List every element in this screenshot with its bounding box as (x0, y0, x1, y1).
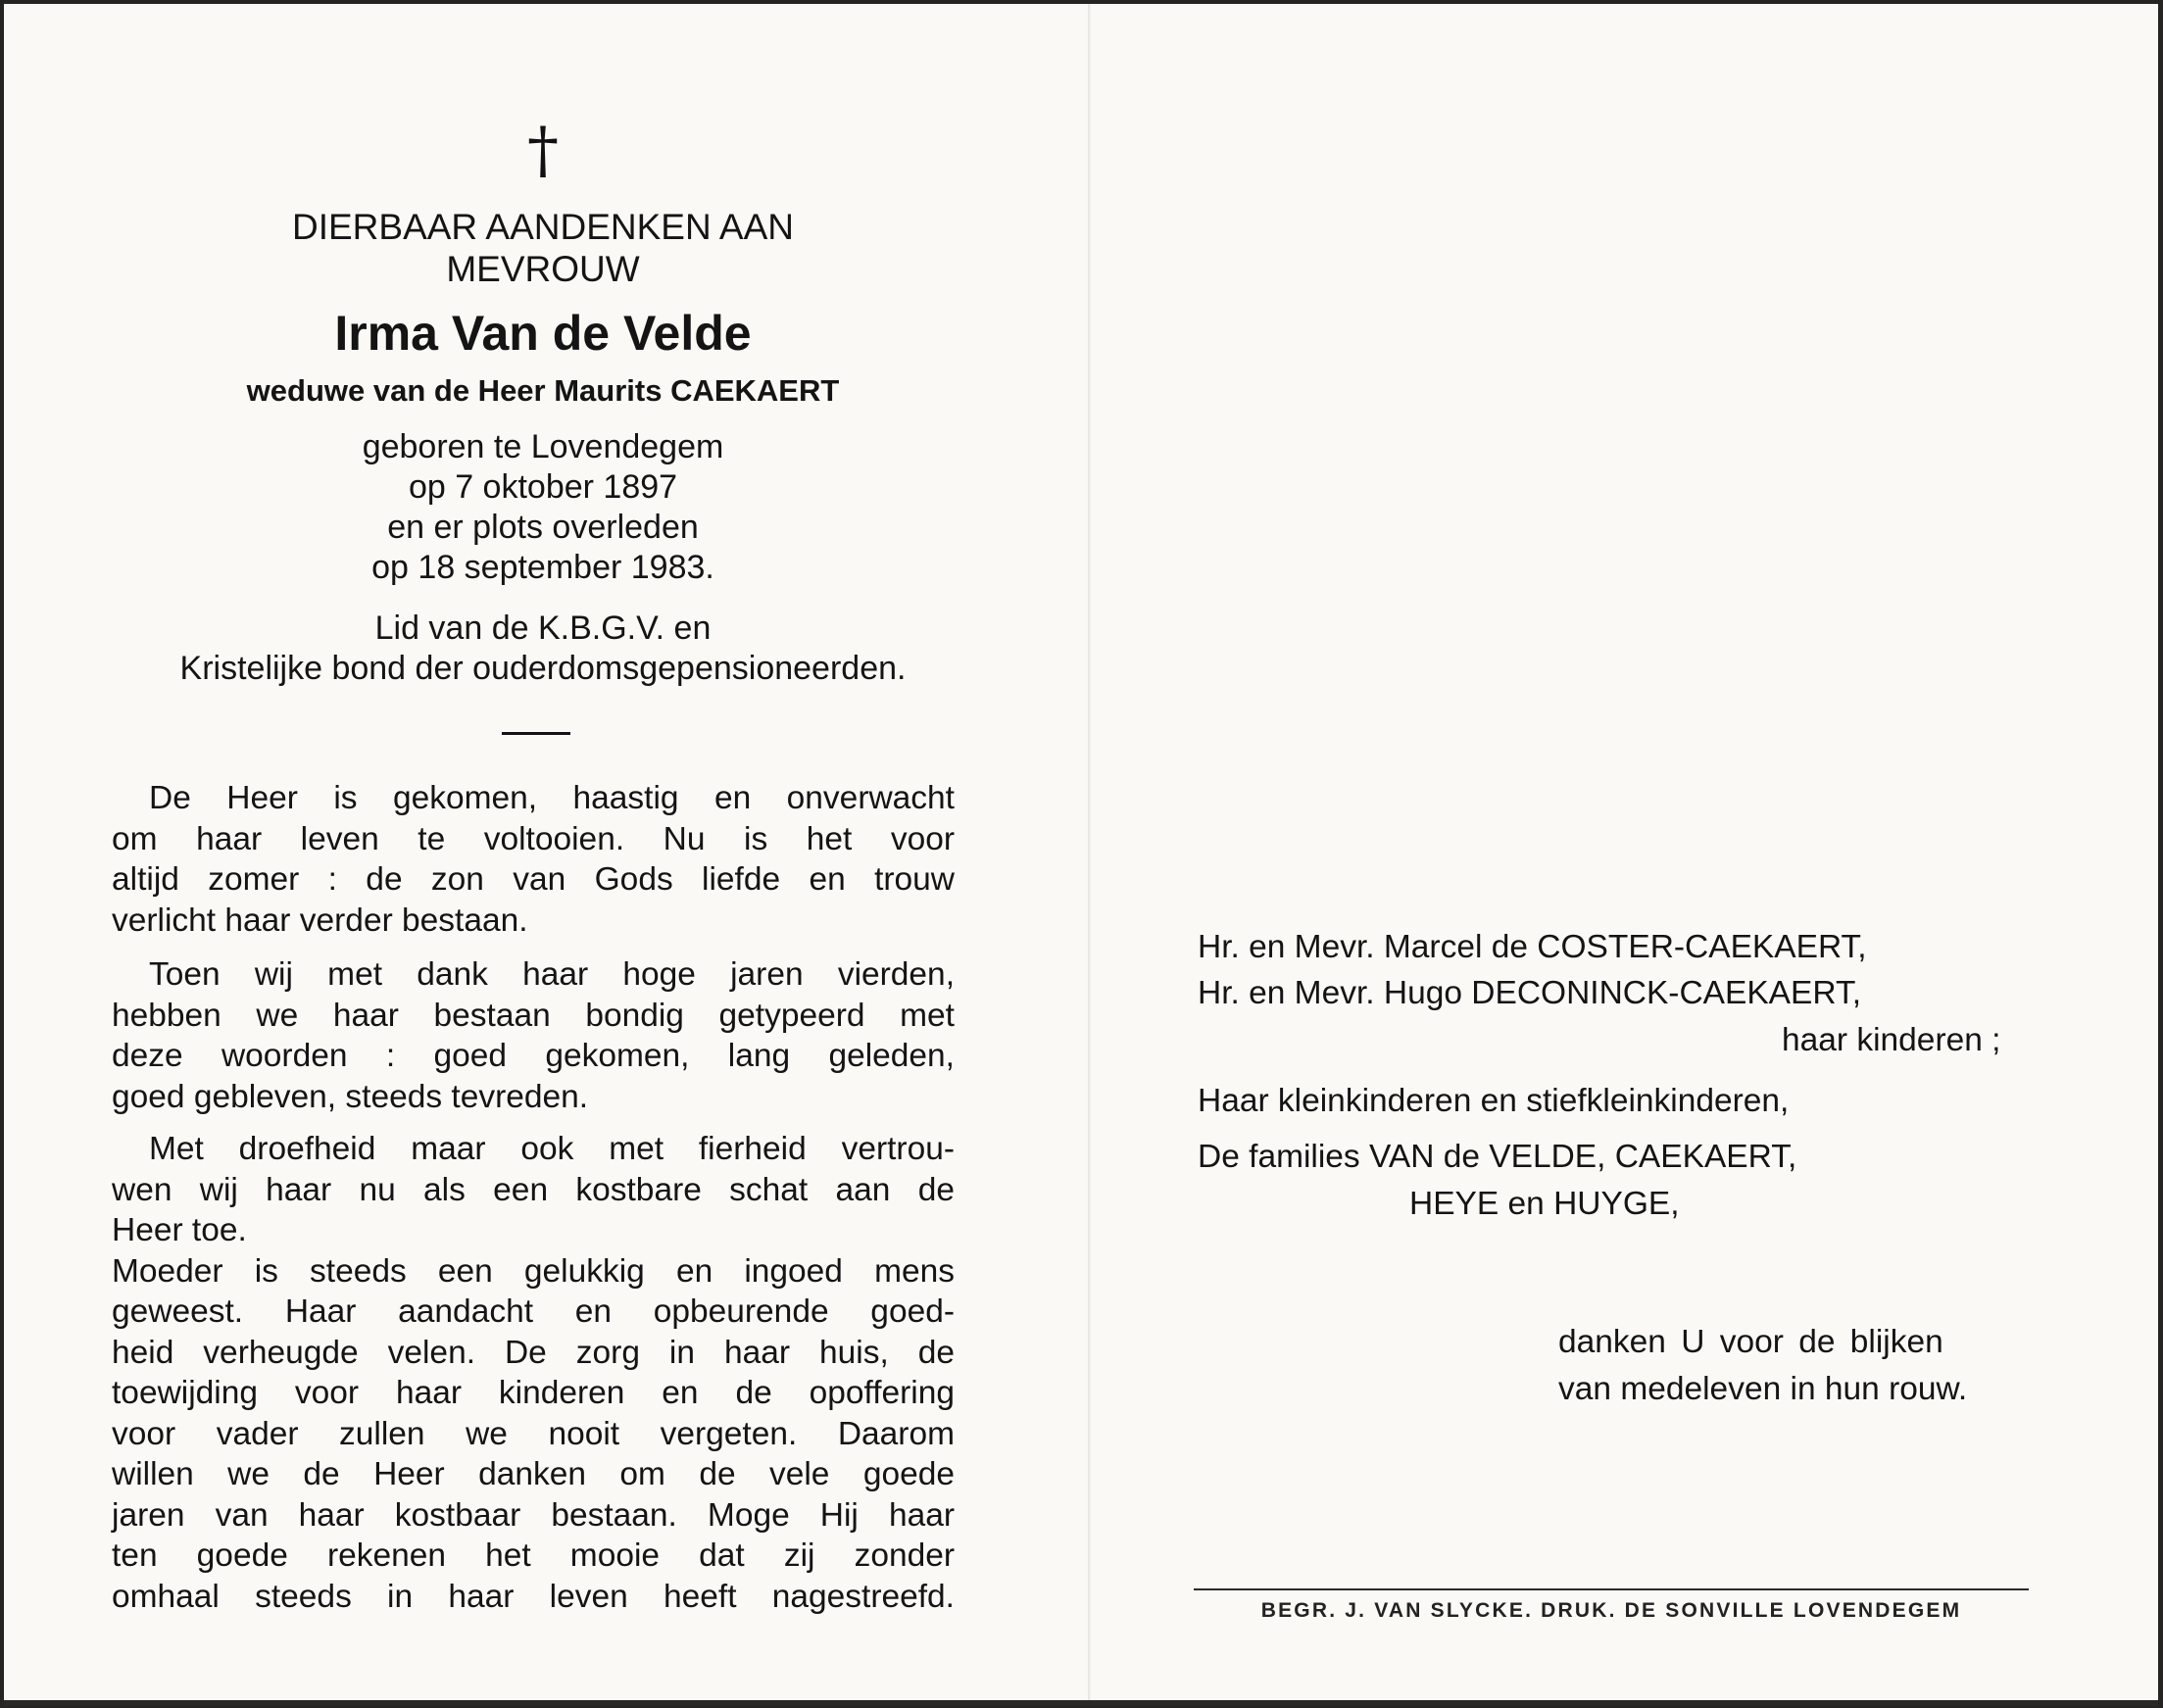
text-line: goed gebleven, steeds tevreden. (112, 1078, 589, 1115)
membership-line-1: Lid van de K.B.G.V. en (374, 610, 712, 647)
cross-icon: † (527, 115, 559, 187)
memorial-card (4, 4, 2158, 1706)
text-line: Toen wij met dank haar hoge jaren vierden, (149, 956, 955, 993)
text-line: jaren van haar kostbaar bestaan. Moge Hij haar (112, 1496, 955, 1534)
text-line: toewijding voor haar kinderen en de opoffering (112, 1375, 955, 1411)
text-line: altijd zomer : de zon van Gods liefde en trouw (112, 861, 955, 898)
dates-line-2: op 7 oktober 1897 (408, 468, 678, 506)
birth-death-dates (4, 427, 1082, 588)
reflection-paragraph-3 (112, 1129, 955, 1617)
left-page (4, 4, 1082, 1700)
text-line: Moeder is steeds een gelukkig en ingoed mens (112, 1252, 955, 1290)
text-line: omhaal steeds in haar leven heeft nagestreefd. (112, 1578, 955, 1615)
text-line: Heer toe. (112, 1212, 247, 1248)
text-line: wen wij haar nu als een kostbare schat aan de (112, 1171, 955, 1208)
thanks-line-1: danken U voor de blijken (1558, 1324, 1943, 1360)
text-line: hebben we haar bestaan bondig getypeerd met (112, 997, 955, 1034)
heading-line-1: DIERBAAR AANDENKEN AAN (292, 207, 794, 247)
reflection-paragraph-1 (112, 778, 955, 941)
text-line: De Heer is gekomen, haastig en onverwacht (149, 780, 955, 816)
text-line: geweest. Haar aandacht en opbeurende goed- (112, 1293, 955, 1330)
child-2: Hr. en Mevr. Hugo DECONINCK-CAEKAERT, (1198, 975, 1862, 1011)
dates-line-1: geboren te Lovendegem (362, 428, 724, 465)
text-line: willen we de Heer danken om de vele goede (112, 1456, 955, 1492)
text-line: heid verheugde velen. De zorg in haar huis, de (112, 1334, 955, 1371)
widow-of-line: weduwe van de Heer Maurits CAEKAERT (246, 373, 840, 408)
footer-rule (1194, 1588, 2029, 1590)
reflection-paragraph-2 (112, 954, 955, 1117)
membership-line-2: Kristelijke bond der ouderdomsgepensioneerden. (179, 650, 907, 687)
text-line: voor vader zullen we nooit vergeten. Daarom (112, 1415, 955, 1452)
printer-credit: BEGR. J. VAN SLYCKE. DRUK. DE SONVILLE LOVENDEGEM (1260, 1599, 1962, 1622)
dates-line-3: en er plots overleden (387, 509, 699, 546)
text-line: verlicht haar verder bestaan. (112, 902, 528, 939)
grandchildren-line: Haar kleinkinderen en stiefkleinkinderen, (1198, 1083, 1790, 1119)
text-line: deze woorden : goed gekomen, lang geleden, (112, 1038, 955, 1074)
child-1: Hr. en Mevr. Marcel de COSTER-CAEKAERT, (1198, 929, 1867, 965)
membership (4, 609, 1082, 689)
dates-line-4: op 18 september 1983. (371, 549, 714, 586)
right-page (1091, 4, 2158, 1700)
text-line: om haar leven te voltooien. Nu is het voor (112, 820, 955, 857)
text-line: Met droefheid maar ook met fierheid vertrou- (149, 1131, 955, 1167)
thanks-line-2: van medeleven in hun rouw. (1558, 1371, 1968, 1407)
families-line-1: De families VAN de VELDE, CAEKAERT, (1198, 1139, 1797, 1175)
deceased-name: Irma Van de Velde (334, 306, 752, 361)
memorial-heading (4, 206, 1082, 290)
children-label: haar kinderen ; (1782, 1022, 2001, 1058)
families-line-2: HEYE en HUYGE, (1409, 1186, 1680, 1222)
text-line: ten goede rekenen het mooie dat zij zonder (112, 1537, 955, 1574)
divider (502, 732, 570, 735)
heading-line-2: MEVROUW (446, 249, 640, 289)
